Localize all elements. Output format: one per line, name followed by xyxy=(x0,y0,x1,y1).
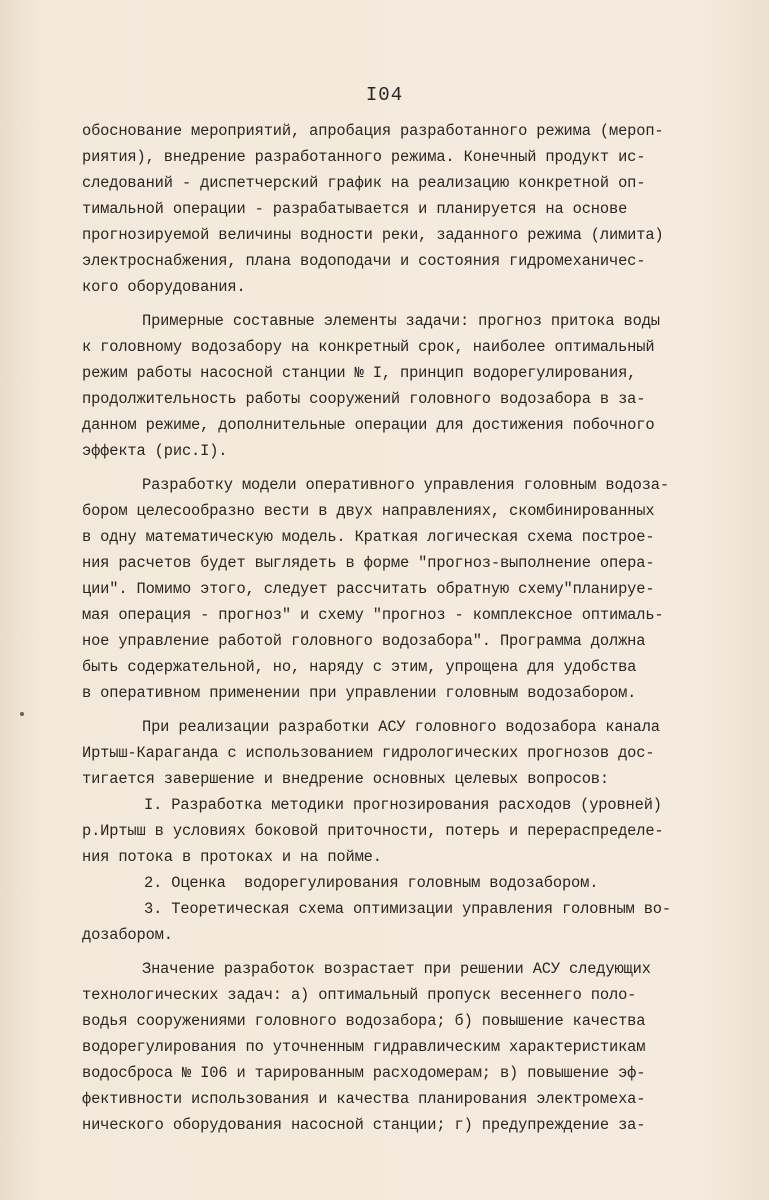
text-line: водорегулирования по уточненным гидравлическим характеристикам xyxy=(82,1038,646,1056)
text-line: режим работы насосной станции № I, принцип водорегулирования, xyxy=(82,364,637,382)
text-line: фективности использования и качества планирования электромеха- xyxy=(82,1090,646,1108)
body-text xyxy=(82,118,732,1138)
text-line: ния потока в протоках и на пойме. xyxy=(82,848,382,866)
text-line: Иртыш-Караганда с использованием гидрологических прогнозов дос- xyxy=(82,744,655,762)
text-line: ции". Помимо этого, следует рассчитать обратную схему"планируе- xyxy=(82,580,655,598)
text-line: водья сооружениями головного водозабора; б) повышение качества xyxy=(82,1012,646,1030)
text-line: в оперативном применении при управлении головным водозабором. xyxy=(82,684,637,702)
text-line: кого оборудования. xyxy=(82,278,246,296)
text-line: Примерные составные элементы задачи: прогноз притока воды xyxy=(142,312,660,330)
text-line: ния расчетов будет выглядеть в форме "прогноз-выполнение опера- xyxy=(82,554,655,572)
text-line: Разработку модели оперативного управления головным водоза- xyxy=(142,476,669,494)
list-item: I. Разработка методики прогнозирования расходов (уровней) xyxy=(144,796,662,814)
text-line: р.Иртыш в условиях боковой приточности, потерь и перераспределе- xyxy=(82,822,664,840)
text-line: к головному водозабору на конкретный срок, наиболее оптимальный xyxy=(82,338,655,356)
text-line: дозабором. xyxy=(82,926,173,944)
text-line: прогнозируемой величины водности реки, заданного режима (лимита) xyxy=(82,226,664,244)
text-line: риятия), внедрение разработанного режима. Конечный продукт ис- xyxy=(82,148,646,166)
text-line: в одну математическую модель. Краткая логическая схема построе- xyxy=(82,528,655,546)
text-line: электроснабжения, плана водоподачи и состояния гидромеханичес- xyxy=(82,252,646,270)
text-line: ное управление работой головного водозабора". Программа должна xyxy=(82,632,646,650)
page-number: I04 xyxy=(365,84,404,106)
list-item: 2. Оценка водорегулирования головным водозабором. xyxy=(144,874,599,892)
text-line: тигается завершение и внедрение основных целевых вопросов: xyxy=(82,770,609,788)
text-line: продолжительность работы сооружений головного водозабора в за- xyxy=(82,390,646,408)
text-line: мая операция - прогноз" и схему "прогноз - комплексное оптималь- xyxy=(82,606,664,624)
text-line: технологических задач: а) оптимальный пропуск весеннего поло- xyxy=(82,986,637,1004)
ink-speck xyxy=(20,712,24,716)
text-line: обоснование мероприятий, апробация разработанного режима (мероп- xyxy=(82,122,664,140)
text-line: тимальной операции - разрабатывается и планируется на основе xyxy=(82,200,628,218)
text-line: нического оборудования насосной станции; г) предупреждение за- xyxy=(82,1116,646,1134)
text-line: эффекта (рис.I). xyxy=(82,442,228,460)
text-line: следований - диспетчерский график на реализацию конкретной оп- xyxy=(82,174,646,192)
text-line: данном режиме, дополнительные операции для достижения побочного xyxy=(82,416,655,434)
text-line: быть содержательной, но, наряду с этим, упрощена для удобства xyxy=(82,658,637,676)
text-line: водосброса № I06 и тарированным расходомерам; в) повышение эф- xyxy=(82,1064,646,1082)
text-line: При реализации разработки АСУ головного водозабора канала xyxy=(142,718,660,736)
text-line: бором целесообразно вести в двух направлениях, скомбинированных xyxy=(82,502,655,520)
list-item: 3. Теоретическая схема оптимизации управления головным во- xyxy=(144,900,671,918)
text-line: Значение разработок возрастает при решении АСУ следующих xyxy=(142,960,651,978)
